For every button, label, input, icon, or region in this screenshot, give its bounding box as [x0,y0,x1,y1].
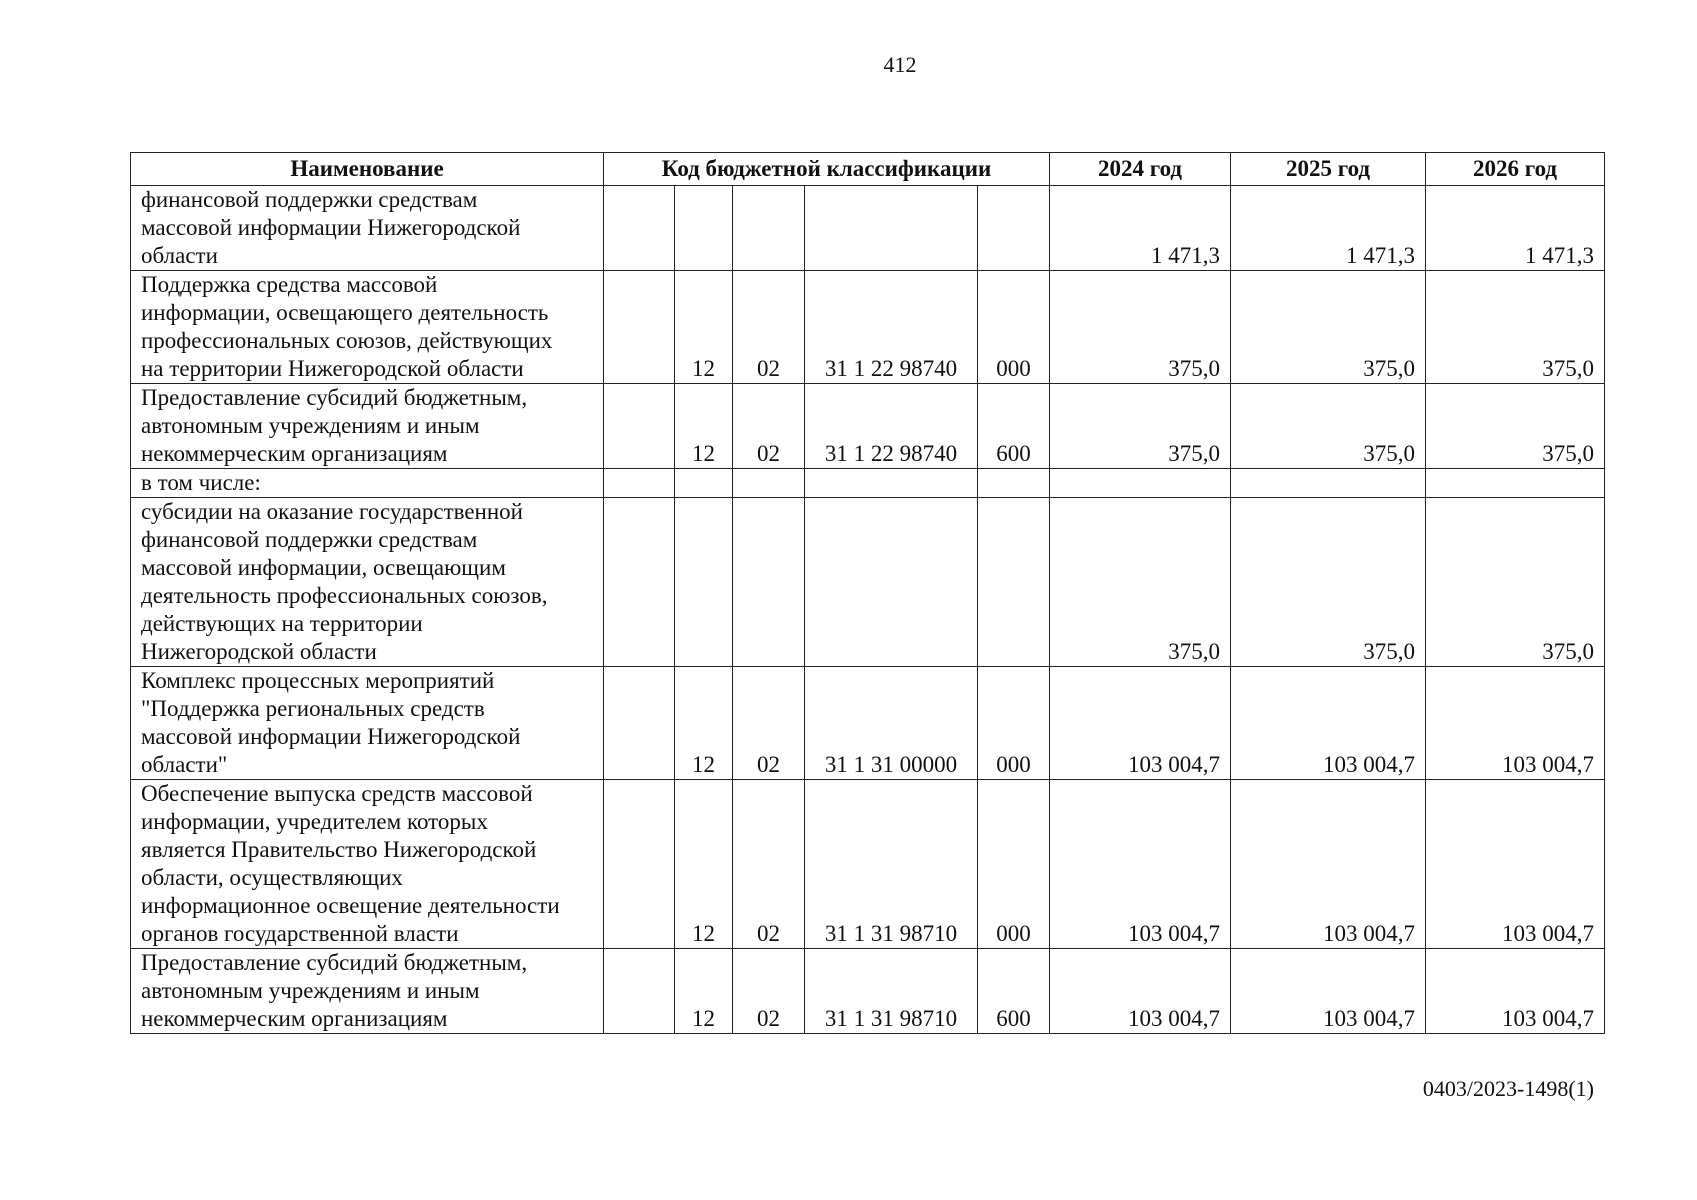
row-name: финансовой поддержки средствам массовой информации Нижегородской области [131,186,604,271]
table-body [131,186,1605,1034]
table-row [131,469,1605,498]
value-2024: 103 004,7 [1050,780,1231,949]
row-name: субсидии на оказание государственной финансовой поддержки средствам массовой информации, освещающим деятельность профессиональных союзов, действующих на территории Нижегородской области [131,498,604,667]
value-2024: 103 004,7 [1050,949,1231,1034]
budget-table [130,152,1605,1034]
value-2026: 375,0 [1426,271,1605,384]
value-2024: 375,0 [1050,384,1231,469]
value-2025: 1 471,3 [1231,186,1426,271]
code-expense-type [978,498,1050,667]
code-subsection: 02 [733,667,805,780]
table-row [131,780,1605,949]
row-name: Поддержка средства массовой информации, освещающего деятельность профессиональных союзов, действующих на территории Нижегородской области [131,271,604,384]
code-subsection [733,498,805,667]
code-target-article: 31 1 31 98710 [805,949,978,1034]
code-expense-type [978,186,1050,271]
code-target-article [805,186,978,271]
value-2026 [1426,469,1605,498]
value-2025: 375,0 [1231,498,1426,667]
header-2025: 2025 год [1231,153,1426,186]
code-expense-type: 600 [978,384,1050,469]
row-name: Комплекс процессных мероприятий "Поддержка региональных средств массовой информации Нижегородской области" [131,667,604,780]
row-name: в том числе: [131,469,604,498]
table-row [131,271,1605,384]
page-number: 412 [883,52,917,77]
code-target-article [805,498,978,667]
code-expense-type: 600 [978,949,1050,1034]
code-expense-type: 000 [978,271,1050,384]
value-2024: 103 004,7 [1050,667,1231,780]
code-target-article: 31 1 22 98740 [805,271,978,384]
code-col-0 [604,949,675,1034]
value-2026: 1 471,3 [1426,186,1605,271]
row-name: Предоставление субсидий бюджетным, автономным учреждениям и иным некоммерческим организациям [131,949,604,1034]
code-section: 12 [675,667,733,780]
code-col-0 [604,384,675,469]
table-row [131,384,1605,469]
value-2024: 1 471,3 [1050,186,1231,271]
code-target-article [805,469,978,498]
code-subsection: 02 [733,780,805,949]
code-section: 12 [675,949,733,1034]
table-row [131,667,1605,780]
code-target-article: 31 1 31 98710 [805,780,978,949]
value-2026: 103 004,7 [1426,949,1605,1034]
code-subsection: 02 [733,384,805,469]
row-name: Обеспечение выпуска средств массовой информации, учредителем которых является Правительство Нижегородской области, осуществляющих информационное освещение деятельности органов государственной власти [131,780,604,949]
value-2026: 103 004,7 [1426,667,1605,780]
table-header-row [131,153,1605,186]
value-2025: 103 004,7 [1231,780,1426,949]
header-2026: 2026 год [1426,153,1605,186]
value-2026: 103 004,7 [1426,780,1605,949]
value-2025: 375,0 [1231,271,1426,384]
table-row [131,186,1605,271]
value-2025: 103 004,7 [1231,949,1426,1034]
code-col-0 [604,271,675,384]
row-name: Предоставление субсидий бюджетным, автономным учреждениям и иным некоммерческим организациям [131,384,604,469]
code-section: 12 [675,271,733,384]
code-col-0 [604,780,675,949]
code-target-article: 31 1 31 00000 [805,667,978,780]
value-2024 [1050,469,1231,498]
code-target-article: 31 1 22 98740 [805,384,978,469]
code-subsection [733,186,805,271]
table-row [131,498,1605,667]
code-expense-type [978,469,1050,498]
value-2024: 375,0 [1050,271,1231,384]
code-expense-type: 000 [978,780,1050,949]
value-2025: 375,0 [1231,384,1426,469]
value-2025 [1231,469,1426,498]
header-name: Наименование [131,153,604,186]
value-2025: 103 004,7 [1231,667,1426,780]
code-col-0 [604,498,675,667]
header-code: Код бюджетной классификации [604,153,1050,186]
code-col-0 [604,469,675,498]
code-col-0 [604,186,675,271]
header-2024: 2024 год [1050,153,1231,186]
code-section [675,469,733,498]
value-2024: 375,0 [1050,498,1231,667]
code-section: 12 [675,384,733,469]
code-subsection [733,469,805,498]
code-col-0 [604,667,675,780]
code-subsection: 02 [733,949,805,1034]
code-section: 12 [675,780,733,949]
value-2026: 375,0 [1426,498,1605,667]
value-2026: 375,0 [1426,384,1605,469]
code-section [675,186,733,271]
code-section [675,498,733,667]
code-subsection: 02 [733,271,805,384]
table-row [131,949,1605,1034]
document-number: 0403/2023-1498(1) [1422,1076,1594,1101]
code-expense-type: 000 [978,667,1050,780]
